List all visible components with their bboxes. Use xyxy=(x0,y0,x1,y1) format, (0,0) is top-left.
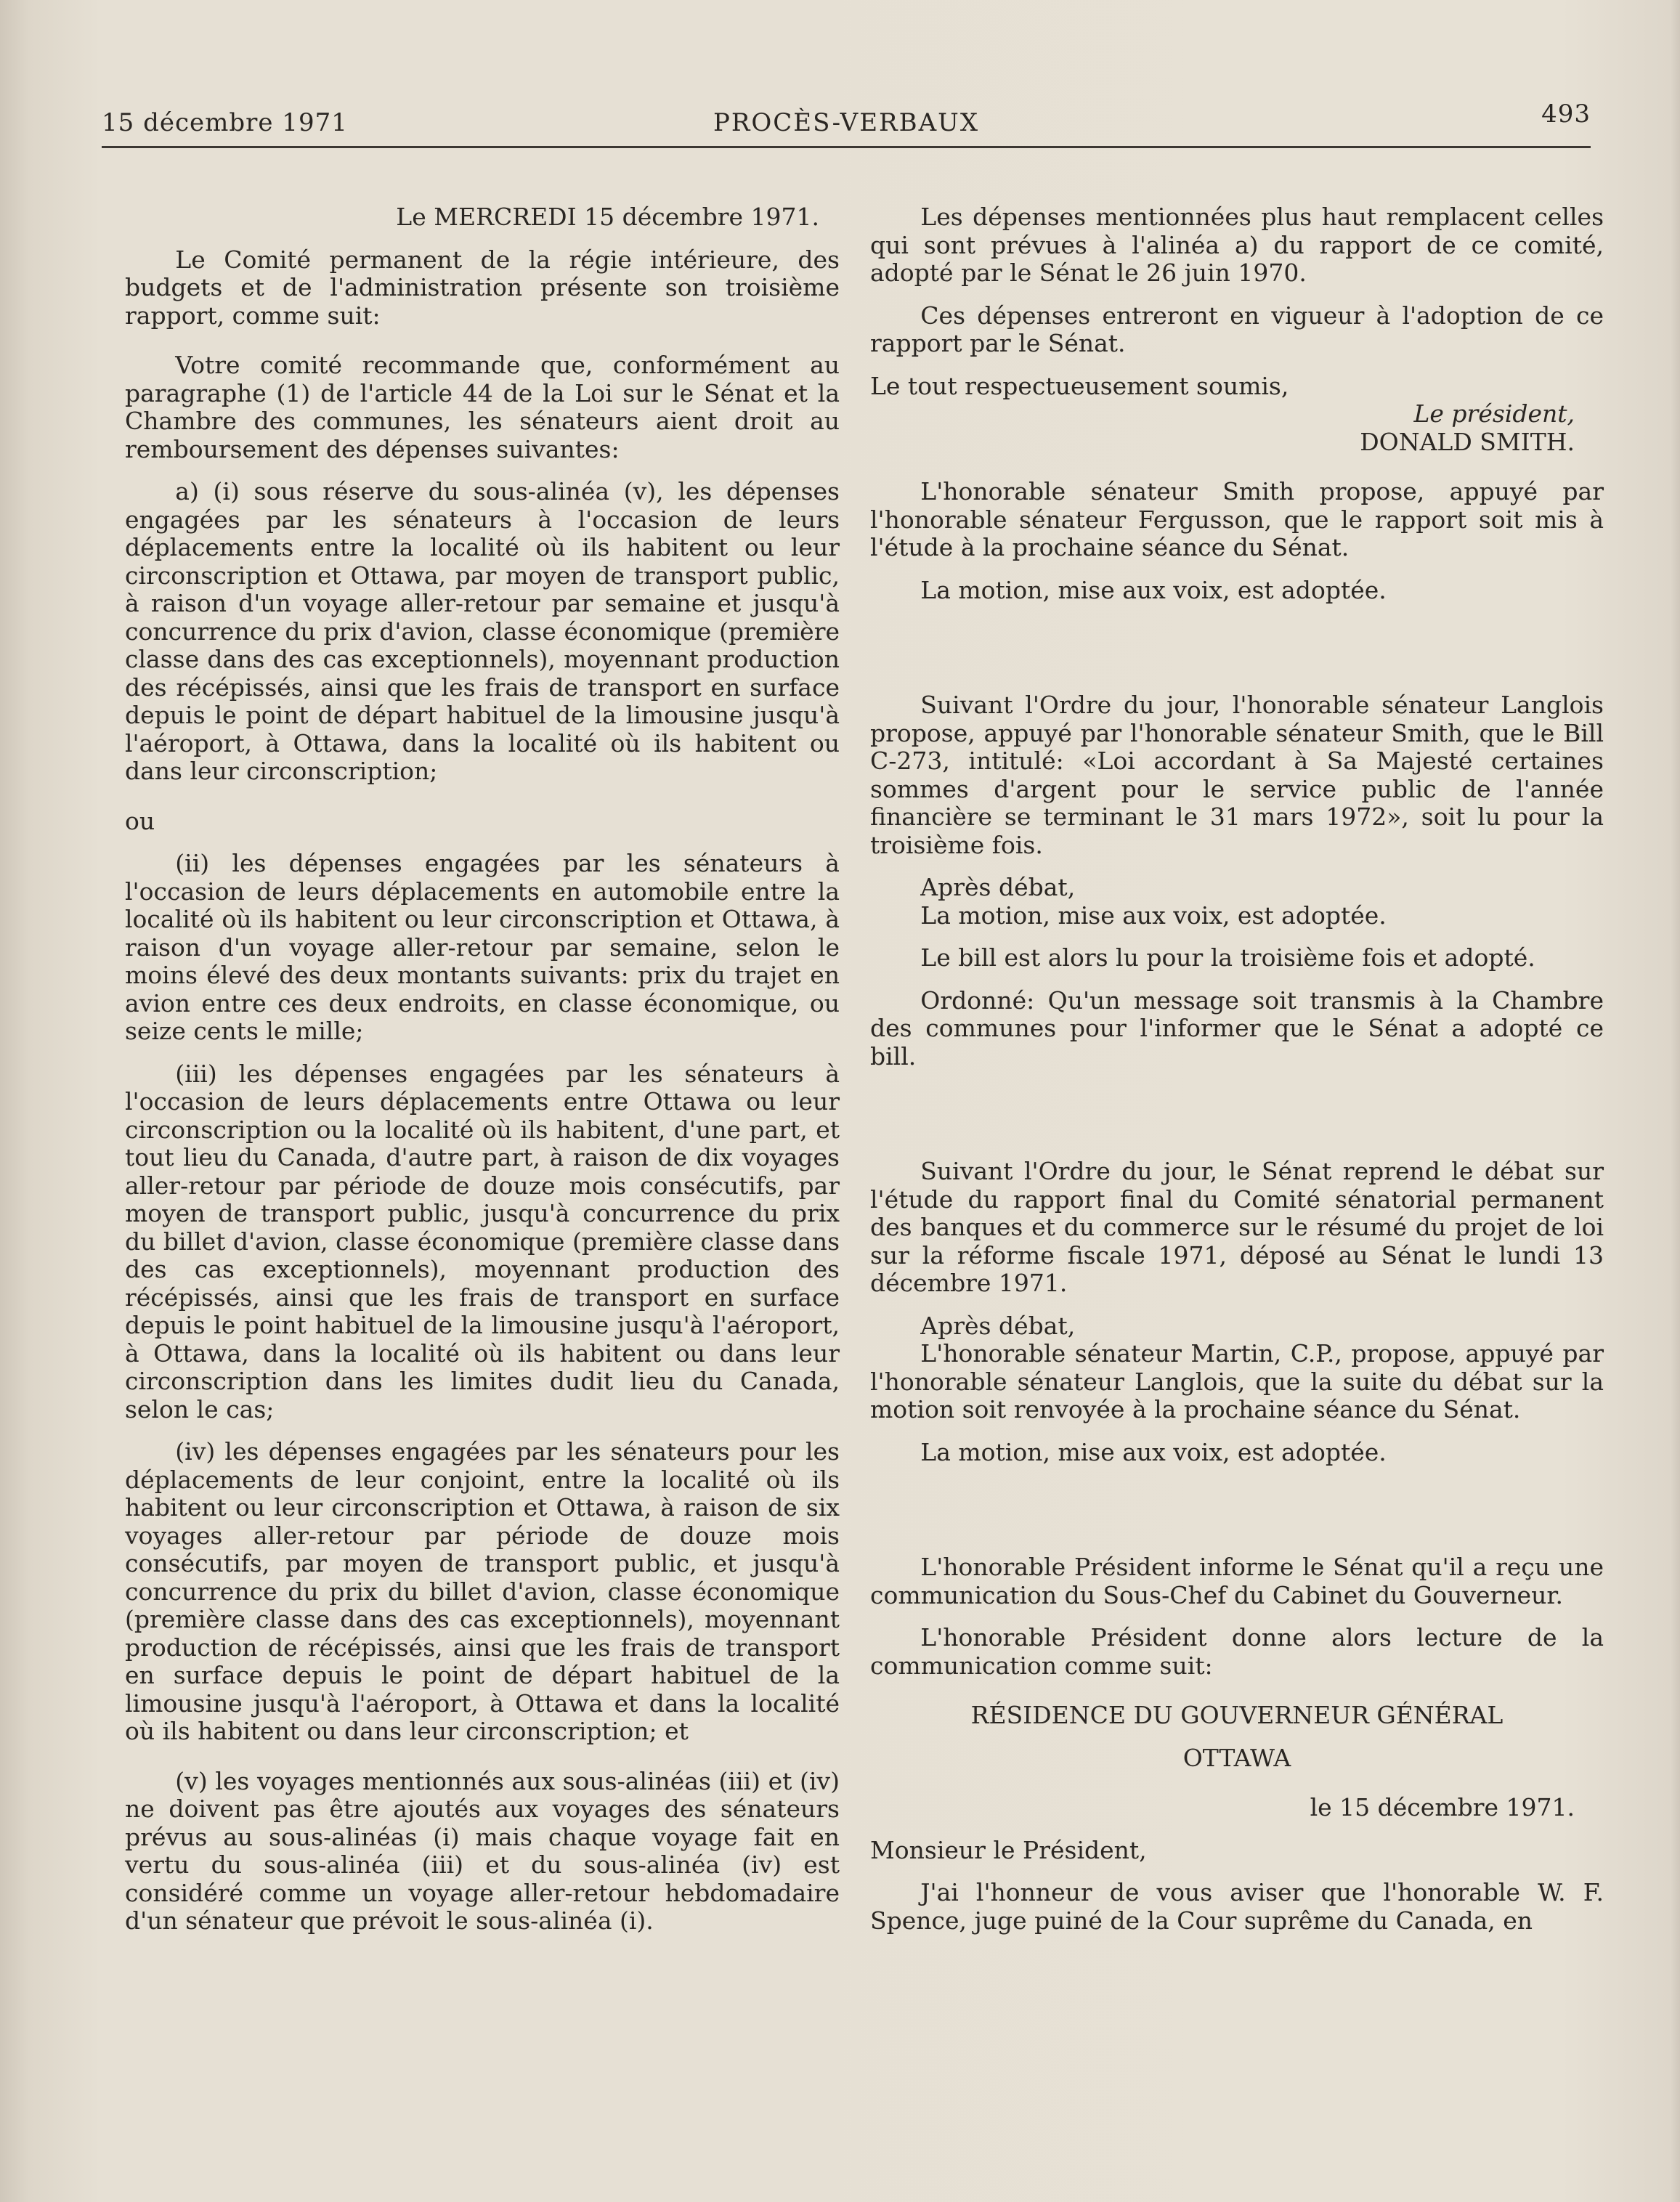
page-number: 493 xyxy=(1541,99,1591,129)
motion-smith: L'honorable sénateur Smith propose, appuyé par l'honorable sénateur Fergusson, que le rapport soit mis à l'étude à la prochaine séance du Sénat. xyxy=(870,477,1604,561)
motion-martin: L'honorable sénateur Martin, C.P., propose, appuyé par l'honorable sénateur Langlois, que la suite du débat sur la motion soit renvoyée à la prochaine séance du Sénat. xyxy=(870,1339,1604,1423)
expenses-effective: Ces dépenses entreront en vigueur à l'adoption de ce rapport par le Sénat. xyxy=(870,301,1604,357)
right-column xyxy=(870,203,1604,1935)
motion-adopted-1: La motion, mise aux voix, est adoptée. xyxy=(920,575,1387,604)
ordered-message: Ordonné: Qu'un message soit transmis à la Chambre des communes pour l'informer que le Sénat a adopté ce bill. xyxy=(870,986,1604,1070)
signature-name: DONALD SMITH. xyxy=(1360,427,1575,456)
recommendation: Votre comité recommande que, conformément au paragraphe (1) de l'article 44 de la Loi sur le Sénat et la Chambre des communes, les sénateurs aient droit au remboursement des dépenses suivantes: xyxy=(125,351,840,463)
speaker-reads: L'honorable Président donne alors lecture de la communication comme suit: xyxy=(870,1623,1604,1680)
report-intro: Le Comité permanent de la régie intérieure, des budgets et de l'administration présente son troisième rapport, comme suit: xyxy=(125,245,840,330)
respectfully-submitted: Le tout respectueusement soumis, xyxy=(870,371,1289,400)
header-date: 15 décembre 1971 xyxy=(102,108,348,137)
letter-date: le 15 décembre 1971. xyxy=(1310,1793,1575,1821)
ou-separator: ou xyxy=(125,806,155,835)
letter-salutation: Monsieur le Président, xyxy=(870,1835,1147,1864)
item-iv: (iv) les dépenses engagées par les sénateurs pour les déplacements de leur conjoint, entre la localité où ils habitent ou leur circonscription et Ottawa, à raison de six voyages aller-retour par période de douze mois consécutifs, par moyen de transport public, et jusqu'à concurrence du prix du billet d'avion, classe économique (première classe dans des cas exceptionnels), moyennant production de récépissés, ainsi que les frais de transport en surface depuis le point de départ habituel de la limousine jusqu'à l'aéroport, à Ottawa et dans la localité où ils habitent ou dans leur circonscription; et xyxy=(125,1437,840,1745)
bill-read: Le bill est alors lu pour la troisième fois et adopté. xyxy=(920,943,1535,972)
item-a-i: a) (i) sous réserve du sous-alinéa (v), les dépenses engagées par les sénateurs à l'occasion de leurs déplacements entre la localité où ils habitent ou leur circonscription et Ottawa, par moyen de transport public, à raison d'un voyage aller-retour par semaine et jusqu'à concurrence du prix d'avion, classe économique (première classe dans des cas exceptionnels), moyennant production des récépissés, ainsi que les frais de transport en surface depuis le point de départ habituel de la limousine jusqu'à l'aéroport, à Ottawa, dans la localité où ils habitent ou dans leur circonscription; xyxy=(125,477,840,785)
item-iii: (iii) les dépenses engagées par les sénateurs à l'occasion de leurs déplacements entre Ottawa ou leur circonscription ou la localité où ils habitent, d'une part, et tout lieu du Canada, d'autre part, à raison de dix voyages aller-retour par période de douze mois consécutifs, par moyen de transport public, jusqu'à concurrence du prix du billet d'avion, classe économique (première classe dans des cas exceptionnels), moyennant production des récépissés, ainsi que les frais de transport en surface depuis le point habituel de la limousine jusqu'à l'aéroport, à Ottawa, dans la localité où ils habitent ou dans leur circonscription dans les limites dudit lieu du Canada, selon le cas; xyxy=(125,1059,840,1423)
motion-adopted-2: La motion, mise aux voix, est adoptée. xyxy=(920,901,1387,930)
letter-heading: RÉSIDENCE DU GOUVERNEUR GÉNÉRAL xyxy=(970,1701,1504,1729)
item-v: (v) les voyages mentionnés aux sous-alinéas (iii) et (iv) ne doivent pas être ajoutés aux voyages des sénateurs prévus au sous-alinéas (i) mais chaque voyage fait en vertu du sous-alinéa (iii) et du sous-alinéa (iv) est considéré comme un voyage aller-retour hebdomadaire d'un sénateur que prévoit le sous-alinéa (i). xyxy=(125,1766,840,1935)
page-header xyxy=(102,99,1591,148)
order-debate-resume: Suivant l'Ordre du jour, le Sénat reprend le débat sur l'étude du rapport final du Comité sénatorial permanent des banques et du commerce sur le résumé du projet de loi sur la réforme fiscale 1971, déposé au Sénat le lundi 13 décembre 1971. xyxy=(870,1157,1604,1297)
letter-city: OTTAWA xyxy=(1182,1743,1291,1772)
motion-adopted-3: La motion, mise aux voix, est adoptée. xyxy=(920,1437,1387,1466)
after-debate-1: Après débat, xyxy=(920,873,1076,901)
header-title: PROCÈS-VERBAUX xyxy=(713,108,980,137)
dateline-day: MERCREDI xyxy=(434,203,577,231)
order-langlois: Suivant l'Ordre du jour, l'honorable sénateur Langlois propose, appuyé par l'honorable sénateur Smith, que le Bill C-273, intitulé: «Loi accordant à Sa Majesté certaines sommes d'argent pour le service public de l'année financière se terminant le 31 mars 1972», soit lu pour la troisième fois. xyxy=(870,691,1604,859)
signature-title: Le président, xyxy=(1413,399,1575,428)
after-debate-2: Après débat, xyxy=(920,1311,1076,1340)
speaker-informs: L'honorable Président informe le Sénat qu'il a reçu une communication du Sous-Chef du Cabinet du Gouverneur. xyxy=(870,1553,1604,1609)
letter-body: J'ai l'honneur de vous aviser que l'honorable W. F. Spence, juge puiné de la Cour suprême du Canada, en xyxy=(870,1878,1604,1935)
expenses-replace: Les dépenses mentionnées plus haut remplacent celles qui sont prévues à l'alinéa a) du rapport de ce comité, adopté par le Sénat le 26 juin 1970. xyxy=(870,203,1604,287)
dateline: Le MERCREDI 15 décembre 1971. xyxy=(396,203,819,231)
item-ii: (ii) les dépenses engagées par les sénateurs à l'occasion de leurs déplacements en automobile entre la localité où ils habitent ou leur circonscription et Ottawa, à raison d'un voyage aller-retour par semaine, selon le moins élevé des deux montants suivants: prix du trajet en avion entre ces deux endroits, en classe économique, ou seize cents le mille; xyxy=(125,849,840,1045)
left-column xyxy=(125,203,840,1935)
